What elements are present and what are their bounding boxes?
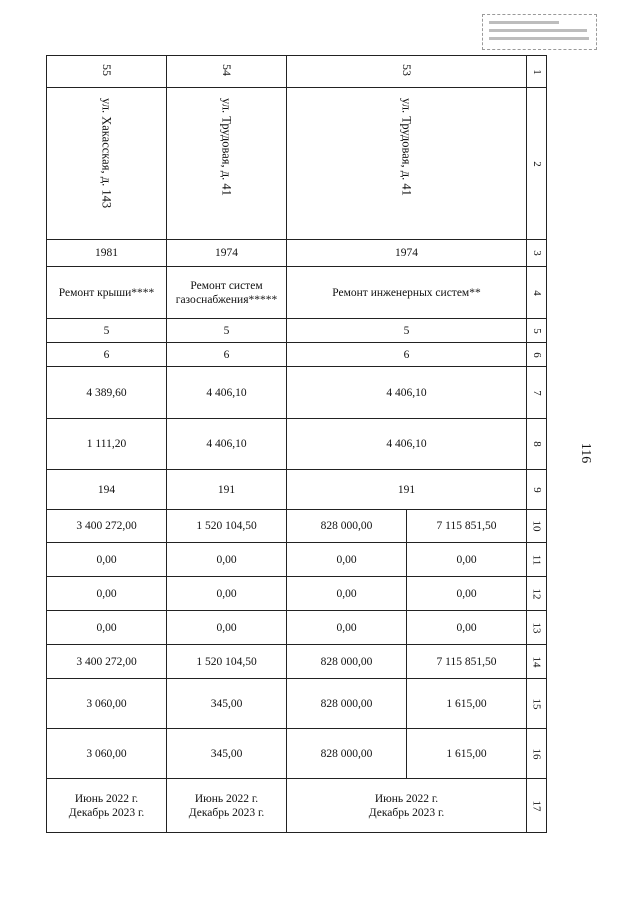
cell: 0,00: [47, 577, 167, 611]
cell: 5: [47, 319, 167, 343]
cell: 1 615,00: [407, 679, 527, 729]
row-number: 17: [527, 779, 547, 833]
row-number: 3: [527, 240, 547, 267]
col55-year: 1981: [47, 240, 167, 267]
table-row-12: [47, 577, 547, 611]
col53-address: ул. Трудовая, д. 41: [287, 88, 527, 240]
cell: 4 406,10: [287, 367, 527, 419]
cell: 0,00: [167, 543, 287, 577]
cell: 3 400 272,00: [47, 510, 167, 543]
table-row-4: [47, 267, 547, 319]
cell: 6: [287, 343, 527, 367]
cell: 0,00: [47, 543, 167, 577]
row-number: 10: [527, 510, 547, 543]
table-row-10: [47, 510, 547, 543]
cell: 5: [167, 319, 287, 343]
col53-number: 53: [287, 56, 527, 88]
row-number: 11: [527, 543, 547, 577]
cell: 0,00: [47, 611, 167, 645]
col54-address: ул. Трудовая, д. 41: [167, 88, 287, 240]
repair-program-table: [46, 55, 547, 833]
col55-number: 55: [47, 56, 167, 88]
cell: 4 389,60: [47, 367, 167, 419]
table-row-13: [47, 611, 547, 645]
cell: 0,00: [407, 543, 527, 577]
cell: 191: [287, 470, 527, 510]
table-row-15: [47, 679, 547, 729]
cell: 6: [167, 343, 287, 367]
cell: 345,00: [167, 679, 287, 729]
row-number: 2: [527, 88, 547, 240]
cell: 1 111,20: [47, 419, 167, 470]
cell: 828 000,00: [287, 679, 407, 729]
col54-number: 54: [167, 56, 287, 88]
cell: 828 000,00: [287, 645, 407, 679]
page-number: 116: [578, 442, 594, 464]
table-row-5: [47, 319, 547, 343]
row-number: 13: [527, 611, 547, 645]
cell: 1 520 104,50: [167, 510, 287, 543]
cell: 1 615,00: [407, 729, 527, 779]
cell: 0,00: [287, 577, 407, 611]
row-number: 14: [527, 645, 547, 679]
col55-address: ул. Хакасская, д. 143: [47, 88, 167, 240]
row-number: 6: [527, 343, 547, 367]
cell: 828 000,00: [287, 729, 407, 779]
table-row-11: [47, 543, 547, 577]
table-row-16: [47, 729, 547, 779]
cell: 7 115 851,50: [407, 645, 527, 679]
cell: 3 400 272,00: [47, 645, 167, 679]
cell: 0,00: [167, 577, 287, 611]
row-number: 8: [527, 419, 547, 470]
table-row-8: [47, 419, 547, 470]
table-row-9: [47, 470, 547, 510]
cell: 0,00: [407, 577, 527, 611]
table-row-6: [47, 343, 547, 367]
cell: 345,00: [167, 729, 287, 779]
col55-work-type: Ремонт крыши****: [47, 267, 167, 319]
col53-period: Июнь 2022 г. Декабрь 2023 г.: [287, 779, 527, 833]
cell: 194: [47, 470, 167, 510]
cell: 4 406,10: [287, 419, 527, 470]
row-number: 15: [527, 679, 547, 729]
row-number: 16: [527, 729, 547, 779]
col53-work-type: Ремонт инженерных систем**: [287, 267, 527, 319]
table-row-7: [47, 367, 547, 419]
table-row-17: [47, 779, 547, 833]
cell: 1 520 104,50: [167, 645, 287, 679]
row-number: 5: [527, 319, 547, 343]
row-number: 1: [527, 56, 547, 88]
cell: 0,00: [287, 611, 407, 645]
row-number: 9: [527, 470, 547, 510]
cell: 828 000,00: [287, 510, 407, 543]
cell: 7 115 851,50: [407, 510, 527, 543]
table-row-3: [47, 240, 547, 267]
col54-work-type: Ремонт систем газоснабжения*****: [167, 267, 287, 319]
cell: 5: [287, 319, 527, 343]
cell: 0,00: [287, 543, 407, 577]
approval-stamp: [482, 14, 597, 50]
cell: 0,00: [167, 611, 287, 645]
table-row-2: [47, 88, 547, 240]
col54-year: 1974: [167, 240, 287, 267]
cell: 3 060,00: [47, 679, 167, 729]
table-row-1: [47, 56, 547, 88]
row-number: 4: [527, 267, 547, 319]
col53-year: 1974: [287, 240, 527, 267]
cell: 4 406,10: [167, 419, 287, 470]
cell: 3 060,00: [47, 729, 167, 779]
col55-period: Июнь 2022 г. Декабрь 2023 г.: [47, 779, 167, 833]
table-row-14: [47, 645, 547, 679]
cell: 0,00: [407, 611, 527, 645]
col54-period: Июнь 2022 г. Декабрь 2023 г.: [167, 779, 287, 833]
cell: 4 406,10: [167, 367, 287, 419]
cell: 6: [47, 343, 167, 367]
row-number: 12: [527, 577, 547, 611]
cell: 191: [167, 470, 287, 510]
row-number: 7: [527, 367, 547, 419]
